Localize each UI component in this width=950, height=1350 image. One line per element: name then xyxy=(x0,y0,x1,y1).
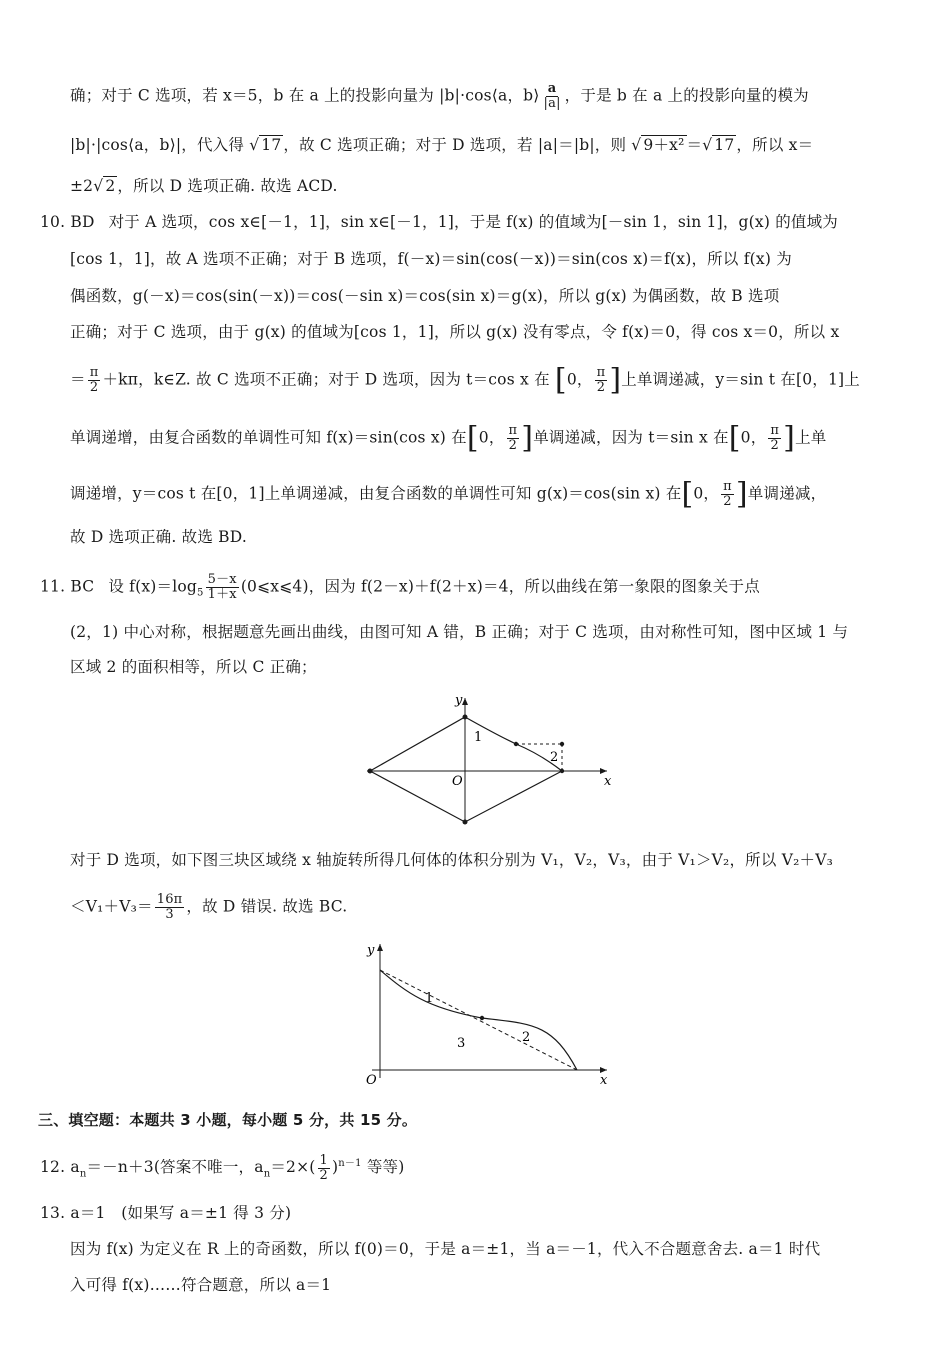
dashed-chord xyxy=(380,970,577,1070)
right-bracket: ] xyxy=(521,420,534,456)
p10-line5 xyxy=(70,362,860,398)
problem-number: 11. BC xyxy=(40,577,95,596)
log-base: 5 xyxy=(197,587,204,599)
frac-num: 16π xyxy=(156,892,183,907)
p11-line5 xyxy=(70,893,347,922)
p13-text: 入可得 f(x)……符合题意，所以 a＝1 xyxy=(70,1276,332,1294)
y-label: y xyxy=(367,943,375,958)
p11-text: (2，1) 中心对称，根据题意先画出曲线，由图可知 A 错，B 正确；对于 C 选项，由对称性可知，图中区域 1 与 xyxy=(70,623,849,641)
p13-text: 13. a＝1 (如果写 a＝±1 得 3 分) xyxy=(40,1204,292,1222)
one-half xyxy=(318,1154,330,1183)
p12-line xyxy=(40,1152,404,1186)
exponent: n－1 xyxy=(338,1158,362,1169)
p10-text: 调递增，y＝cos t 在[0，1]上单调递减，由复合函数的单调性可知 g(x)＝cos(sin x) 在 xyxy=(70,484,682,503)
right-bracket: ] xyxy=(609,362,622,398)
p10-text: ＋kπ，k∈Z. 故 C 选项不正确；对于 D 选项，因为 t＝cos x 在 xyxy=(102,370,550,389)
region-3-label: 3 xyxy=(457,1036,466,1051)
p11-volume-fraction xyxy=(155,893,185,922)
p13-line2 xyxy=(70,1237,820,1261)
origin-label: O xyxy=(452,774,463,789)
p10-line2 xyxy=(70,247,792,271)
y-arrow-icon xyxy=(462,698,468,705)
p11-text: ，故 D 错误. 故选 BC. xyxy=(186,897,348,916)
p10-line4 xyxy=(70,320,839,344)
y-label: y xyxy=(455,693,463,708)
p9-line2 xyxy=(70,133,813,157)
frac-den: 3 xyxy=(165,907,174,922)
p11-text: 区域 2 的面积相等，所以 C 正确； xyxy=(70,658,317,676)
p10-text: 单调递减，因为 t＝sin x 在 xyxy=(533,428,729,447)
p9-text: |b|·|cos⟨a，b⟩|，代入得 √ xyxy=(70,136,260,154)
origin-label: O xyxy=(366,1073,377,1088)
p11-text: (0⩽x⩽4)，因为 f(2－x)＋f(2＋x)＝4，所以曲线在第一象限的图象关于点 xyxy=(240,577,760,596)
interval-start: 0， xyxy=(740,428,767,447)
curve xyxy=(380,970,577,1070)
pi-over-2 xyxy=(507,424,520,453)
pi-over-2 xyxy=(88,366,101,395)
p11-line1 xyxy=(40,573,760,606)
subscript: n xyxy=(79,1168,87,1180)
p10-text: 偶函数，g(－x)＝cos(sin(－x))＝cos(－sin x)＝cos(sin x)＝g(x)，所以 g(x) 为偶函数，故 B 选项 xyxy=(70,287,780,305)
p10-text: [cos 1，1]，故 A 选项不正确；对于 B 选项，f(－x)＝sin(cos(－x))＝sin(cos x)＝f(x)，所以 f(x) 为 xyxy=(70,250,792,268)
frac-den: |a| xyxy=(543,96,561,111)
p11-text: 对于 D 选项，如下图三块区域绕 x 轴旋转所得几何体的体积分别为 V₁，V₂，V₃，由于 V₁＞V₂，所以 V₂＋V₃ xyxy=(70,851,834,869)
p9-text: ＝√ xyxy=(686,136,713,154)
p10-text: 上单 xyxy=(795,428,827,447)
x-label: x xyxy=(600,1073,608,1088)
frac-num: π xyxy=(770,423,780,438)
frac-den: 2 xyxy=(723,494,732,509)
frac-den: 1＋x xyxy=(207,587,237,602)
p10-line7 xyxy=(70,476,827,512)
p9-text: ，于是 b 在 a 上的投影向量的模为 xyxy=(564,86,809,105)
problem-number: 10. BD xyxy=(40,213,95,231)
frac-num: a xyxy=(547,81,557,96)
frac-num: π xyxy=(723,479,732,494)
p9-text: ，故 C 选项正确；对于 D 选项，若 |a|＝|b|，则 √ xyxy=(283,136,642,154)
p10-text: 正确；对于 C 选项，由于 g(x) 的值域为[cos 1，1]，所以 g(x) 没有零点，令 f(x)＝0，得 cos x＝0，所以 x xyxy=(70,323,840,341)
point xyxy=(463,820,468,825)
point xyxy=(560,769,564,773)
p10-line6 xyxy=(70,420,827,456)
p11-fraction xyxy=(206,573,239,602)
frac-num: π xyxy=(508,423,518,438)
region-1-label: 1 xyxy=(474,730,483,745)
p9-text: ，所以 x＝ xyxy=(736,136,814,154)
right-bracket: ] xyxy=(783,420,796,456)
pi-over-2 xyxy=(721,480,734,509)
p11-line3 xyxy=(70,655,317,679)
diamond-figure xyxy=(362,690,622,830)
point xyxy=(463,715,468,720)
p10-line8 xyxy=(70,525,247,549)
p10-text: ＝ xyxy=(70,370,86,389)
frac-num: π xyxy=(89,365,99,380)
p11-text: ＜V₁＋V₃＝ xyxy=(70,897,153,916)
x-label: x xyxy=(604,774,612,789)
p11-line2 xyxy=(70,620,848,644)
p12-text: ＝2×( xyxy=(270,1158,316,1177)
p13-line1 xyxy=(40,1201,291,1225)
region-2-label: 2 xyxy=(522,1030,531,1045)
point xyxy=(560,742,564,746)
region-figure xyxy=(362,938,622,1088)
region-1-label: 1 xyxy=(425,991,434,1006)
p10-text: 故 D 选项正确. 故选 BD. xyxy=(70,528,247,546)
pi-over-2 xyxy=(595,366,608,395)
frac-den: 2 xyxy=(508,438,518,453)
frac-den: 2 xyxy=(596,380,606,395)
p10-line1 xyxy=(40,210,838,234)
frac-den: 2 xyxy=(770,438,780,453)
p11-line4 xyxy=(70,848,833,872)
p13-text: 因为 f(x) 为定义在 R 上的奇函数，所以 f(0)＝0，于是 a＝±1，当 a＝－1，代入不合题意舍去. a＝1 时代 xyxy=(70,1240,821,1258)
pi-over-2 xyxy=(768,424,781,453)
p9-text: ，所以 D 选项正确. 故选 ACD. xyxy=(117,177,338,195)
p9-text: ±2√ xyxy=(70,177,104,195)
sqrt-17: 17 xyxy=(261,136,282,154)
frac-num: 1 xyxy=(319,1152,329,1168)
p9-text: 确；对于 C 选项，若 x＝5，b 在 a 上的投影向量为 |b|·cos⟨a，b⟩ xyxy=(70,86,540,105)
left-bracket: [ xyxy=(728,420,741,456)
p11-text: 设 f(x)＝log xyxy=(108,577,198,596)
p10-text: 对于 A 选项，cos x∈[－1，1]，sin x∈[－1，1]，于是 f(x) 的值域为[－sin 1，sin 1]，g(x) 的值域为 xyxy=(108,213,839,231)
point xyxy=(514,742,518,746)
frac-num: π xyxy=(596,365,606,380)
region-2-label: 2 xyxy=(550,750,559,765)
p10-text: 上单调递减，y＝sin t 在[0，1]上 xyxy=(621,370,860,389)
upper-curve xyxy=(370,717,562,771)
left-bracket: [ xyxy=(466,420,479,456)
point xyxy=(480,1016,484,1020)
sqrt-17: 17 xyxy=(714,136,735,154)
point xyxy=(368,769,373,774)
p12-text: ＝－n＋3(答案不唯一，a xyxy=(86,1158,264,1177)
right-bracket: ] xyxy=(735,476,748,512)
interval-start: 0， xyxy=(693,484,720,503)
left-bracket: [ xyxy=(681,476,694,512)
p12-text: 等等) xyxy=(361,1158,405,1177)
sqrt-2: 2 xyxy=(105,177,116,195)
interval-start: 0， xyxy=(478,428,505,447)
sqrt-radicand: 9＋x² xyxy=(643,136,685,154)
frac-den: 2 xyxy=(89,380,99,395)
frac-den: 2 xyxy=(319,1167,329,1183)
p9-line3 xyxy=(70,174,338,198)
p10-text: 单调递增，由复合函数的单调性可知 f(x)＝sin(cos x) 在 xyxy=(70,428,467,447)
p12-text: 12. a xyxy=(40,1158,80,1177)
p13-line3-cut xyxy=(70,1270,332,1294)
y-arrow-icon xyxy=(377,944,383,951)
p9-fraction xyxy=(542,82,563,111)
p10-text: 单调递减， xyxy=(747,484,827,503)
left-bracket: [ xyxy=(554,362,567,398)
frac-num: 5－x xyxy=(207,572,237,587)
p12-text: ) xyxy=(332,1158,339,1177)
interval-start: 0， xyxy=(566,370,593,389)
subscript: n xyxy=(263,1168,271,1180)
p9-line1 xyxy=(70,82,809,111)
p10-line3 xyxy=(70,284,779,308)
lower-curve xyxy=(370,771,562,822)
section-heading: 三、填空题：本题共 3 小题，每小题 5 分，共 15 分。 xyxy=(38,1111,418,1129)
